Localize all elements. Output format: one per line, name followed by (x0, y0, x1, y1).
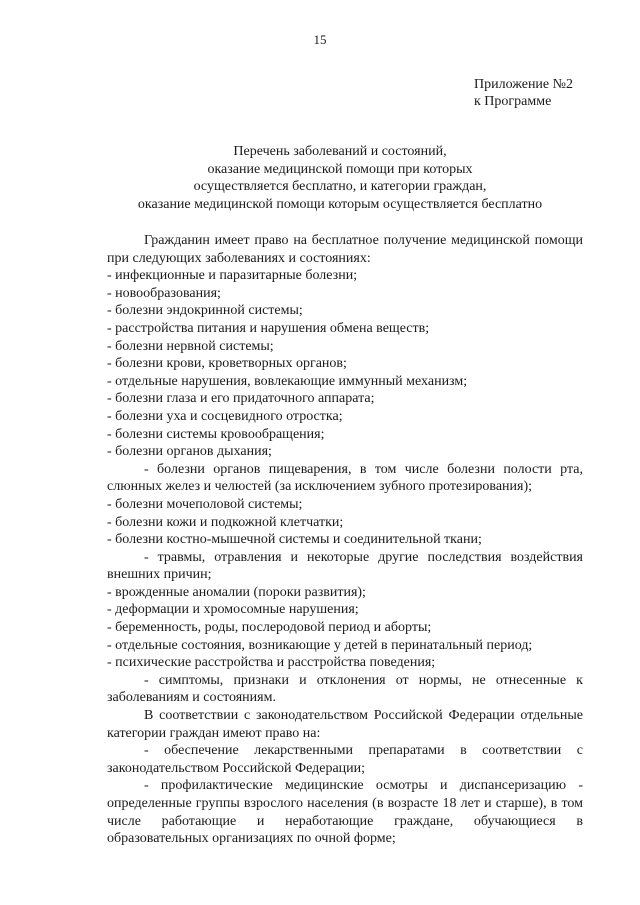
document-body (107, 232, 583, 848)
disease-item: - болезни уха и сосцевидного отростка; (107, 408, 343, 424)
title-line-4: оказание медицинской помощи которым осуществляется бесплатно (137, 196, 543, 212)
disease-item: - расстройства питания и нарушения обмена веществ; (107, 320, 430, 336)
disease-item: - отдельные нарушения, вовлекающие иммунный механизм; (107, 373, 468, 389)
disease-item: - болезни органов дыхания; (107, 444, 272, 460)
disease-item: - болезни нервной системы; (107, 338, 274, 354)
document-title (60, 143, 620, 213)
disease-item: - болезни кожи и подкожной клетчатки; (107, 514, 344, 530)
disease-item: - болезни органов пищеварения, в том числе болезни полости рта, слюнных желез и челюстей (за исключением зубного протезирования); (107, 461, 583, 495)
disease-item: - болезни крови, кроветворных органов; (107, 356, 347, 372)
title-line-1: Перечень заболеваний и состояний, (233, 144, 447, 159)
disease-item: - отдельные состояния, возникающие у детей в перинатальный период; (107, 637, 533, 653)
disease-item: - психические расстройства и расстройства поведения; (107, 655, 436, 671)
title-line-3: осуществляется бесплатно, и категории граждан, (193, 179, 487, 194)
disease-item: - симптомы, признаки и отклонения от нормы, не отнесенные к заболеваниям и состояниям. (107, 672, 583, 706)
disease-item: - болезни системы кровообращения; (107, 426, 325, 442)
appendix-line-1: Приложение №2 (474, 77, 573, 92)
disease-item: - болезни эндокринной системы; (107, 303, 303, 319)
disease-item: - болезни костно-мышечной системы и соединительной ткани; (107, 532, 482, 548)
disease-item: - инфекционные и паразитарные болезни; (107, 268, 358, 284)
appendix-label (474, 76, 573, 110)
page-number: 15 (313, 32, 327, 47)
title-line-2: оказание медицинской помощи при которых (207, 161, 473, 177)
disease-item: - травмы, отравления и некоторые другие последствия воздействия внешних причин; (107, 549, 583, 583)
disease-item: - новообразования; (107, 285, 221, 301)
categories-intro-paragraph: В соответствии с законодательством Российской Федерации отдельные категории граждан имеют право на: (107, 708, 583, 741)
disease-item: - болезни глаза и его придаточного аппарата; (107, 391, 375, 407)
appendix-line-2: к Программе (474, 94, 552, 109)
disease-item: - болезни мочеполовой системы; (107, 496, 303, 512)
right-item: - профилактические медицинские осмотры и диспансеризацию - определенные группы взрослого населения (в возрасте 18 лет и старше), в том числе работающие и неработающие граждане, обучающиеся в образовательных организациях по очной форме; (107, 778, 583, 847)
disease-item: - врожденные аномалии (пороки развития); (107, 584, 366, 600)
disease-item: - беременность, роды, послеродовой период и аборты; (107, 620, 432, 636)
disease-item: - деформации и хромосомные нарушения; (107, 602, 359, 618)
intro-paragraph: Гражданин имеет право на бесплатное получение медицинской помощи при следующих заболеваниях и состояниях: (107, 233, 583, 266)
right-item: - обеспечение лекарственными препаратами в соответствии с законодательством Российской Федерации; (107, 743, 583, 776)
